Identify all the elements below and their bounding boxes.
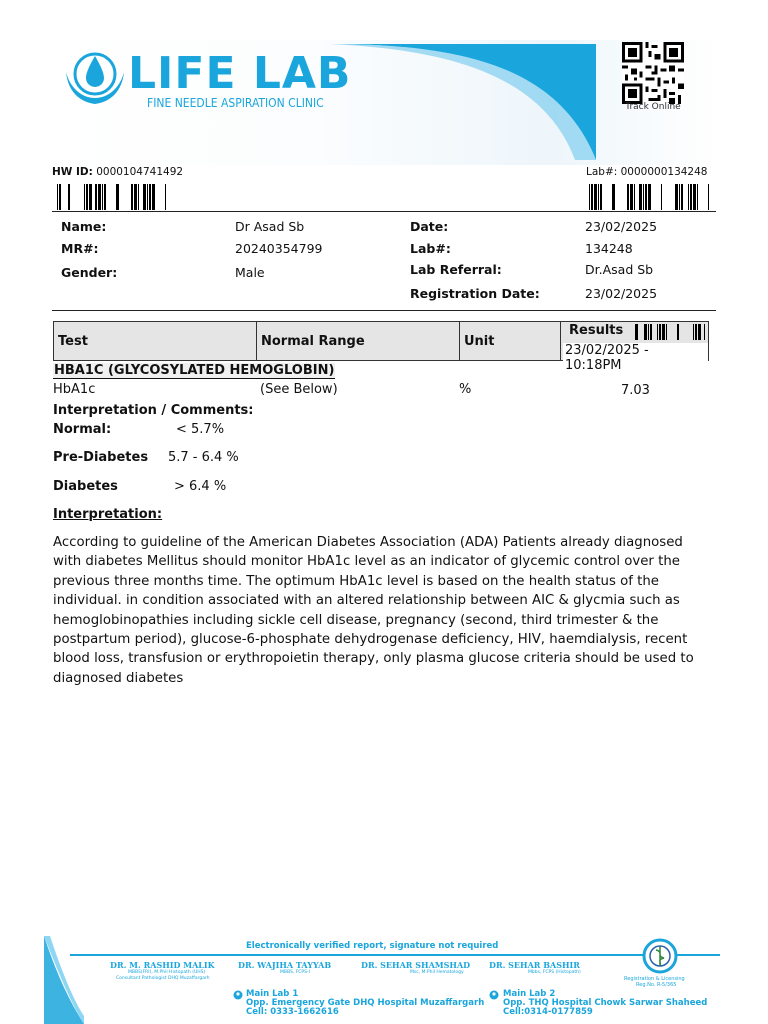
- test-unit: %: [459, 382, 472, 397]
- diabetes-value: > 6.4 %: [174, 479, 227, 494]
- test-result: 7.03: [621, 383, 650, 398]
- test-range: (See Below): [260, 382, 338, 397]
- qr-code-icon[interactable]: [622, 42, 684, 104]
- hw-id-label: HW ID:: [52, 166, 93, 178]
- doctor-1-quals: MBBS(FRI), M.Phil Histopath (UHS): [128, 970, 206, 975]
- doctor-3-name: DR. SEHAR SHAMSHAD: [361, 960, 471, 970]
- referral-label: Lab Referral:: [410, 262, 502, 277]
- comments-title: Interpretation / Comments:: [53, 403, 254, 418]
- logo-name: LIFE LAB: [128, 48, 352, 99]
- patient-mr: 20240354799: [235, 241, 323, 256]
- location-pin-icon: [489, 990, 499, 1000]
- lab2-address: Opp. THQ Hospital Chowk Sarwar Shaheed: [503, 998, 708, 1008]
- registration-date: 23/02/2025: [585, 286, 658, 301]
- doctor-2-name: DR. WAJIHA TAYYAB: [238, 960, 332, 970]
- patient-gender: Male: [235, 265, 265, 280]
- phc-seal-icon: [640, 938, 680, 974]
- prediabetes-label: Pre-Diabetes: [53, 450, 149, 465]
- hw-id: [52, 166, 183, 178]
- lab-barcode: [589, 184, 709, 210]
- location-pin-icon: [233, 990, 243, 1000]
- prediabetes-value: 5.7 - 6.4 %: [168, 450, 239, 465]
- lab-id: Lab#: 0000000134248: [586, 166, 708, 178]
- qr-caption: Track Online: [625, 102, 681, 112]
- diabetes-label: Diabetes: [53, 479, 118, 494]
- date-label: Date:: [410, 219, 449, 234]
- logo-icon: [62, 44, 128, 114]
- interpretation-title: Interpretation:: [53, 507, 163, 522]
- doctor-2-quals: MBBS, FCPS-I: [280, 970, 310, 975]
- lab-label: Lab#:: [410, 241, 451, 256]
- name-label: Name:: [61, 219, 107, 234]
- doctor-4-quals: Mbbs, FCPS (Histopath): [528, 970, 581, 975]
- section-title: HBA1C (GLYCOSYLATED HEMOGLOBIN): [54, 363, 335, 378]
- doctor-1-role: Consultant Pathologist DHQ Muzaffargarh: [116, 976, 210, 981]
- footer-swoosh: [44, 936, 84, 1024]
- report-date: 23/02/2025: [585, 219, 658, 234]
- divider-top: [52, 211, 716, 212]
- lab2-title: Main Lab 2: [503, 989, 556, 999]
- col-test: Test: [54, 322, 257, 361]
- registration-note: Registration & Licensing: [624, 976, 685, 982]
- divider-mid: [52, 310, 716, 311]
- lab-referral: Dr.Asad Sb: [585, 262, 654, 277]
- gender-label: Gender:: [61, 265, 118, 280]
- interpretation-text: According to guideline of the American Diabetes Association (ADA) Patients already diagnosed with diabetes Mellitus should monitor HbA1c level as an indicator of glycemic control over the previous three months time. The optimum HbA1c level is based on the health status of the individual. in condition associated with an altered relationship between AIC & glycmia such as hemoglobinopathies including sickle cell disease, pregnancy (second, third trimester & the postpartum period), glucose-6-phosphate dehydrogenase deficiency, HIV, haemdialysis, recent blood loss, transfusion or erythropoietin therapy, only plasma glucose criteria should be used to diagnosed diabetes: [53, 535, 694, 686]
- lab-number: 134248: [585, 241, 633, 256]
- lab1-title: Main Lab 1: [246, 989, 299, 999]
- results-barcode: [635, 324, 705, 340]
- col-normal-range: Normal Range: [257, 322, 460, 361]
- lab1-cell: Cell: 0333-1662616: [246, 1007, 339, 1017]
- doctor-3-quals: Msc, M.Phil Hematology: [410, 970, 464, 975]
- hw-barcode: [57, 184, 179, 210]
- test-name: HbA1c: [53, 382, 96, 397]
- normal-value: < 5.7%: [176, 422, 225, 437]
- col-results: [561, 322, 709, 373]
- col-unit: Unit: [460, 322, 561, 361]
- doctor-4-name: DR. SEHAR BASHIR: [489, 960, 580, 970]
- lab2-cell: Cell:0314-0177859: [503, 1007, 593, 1017]
- normal-label: Normal:: [53, 422, 112, 437]
- registration-label: Registration Date:: [410, 286, 540, 301]
- results-label: Results: [569, 323, 624, 338]
- verified-note: Electronically verified report, signature not required: [246, 941, 499, 951]
- patient-name: Dr Asad Sb: [235, 219, 305, 234]
- registration-number: Reg.No. R-5/365: [636, 982, 677, 988]
- logo-subtitle: FINE NEEDLE ASPIRATION CLINIC: [147, 96, 324, 110]
- doctor-1-name: DR. M. RASHID MALIK: [110, 960, 215, 970]
- lab1-address: Opp. Emergency Gate DHQ Hospital Muzaffargarh: [246, 998, 485, 1008]
- results-datetime: 23/02/2025 - 10:18PM: [563, 343, 708, 373]
- footer-rule: [70, 954, 720, 956]
- hw-id-value: 0000104741492: [96, 166, 184, 178]
- mr-label: MR#:: [61, 241, 99, 256]
